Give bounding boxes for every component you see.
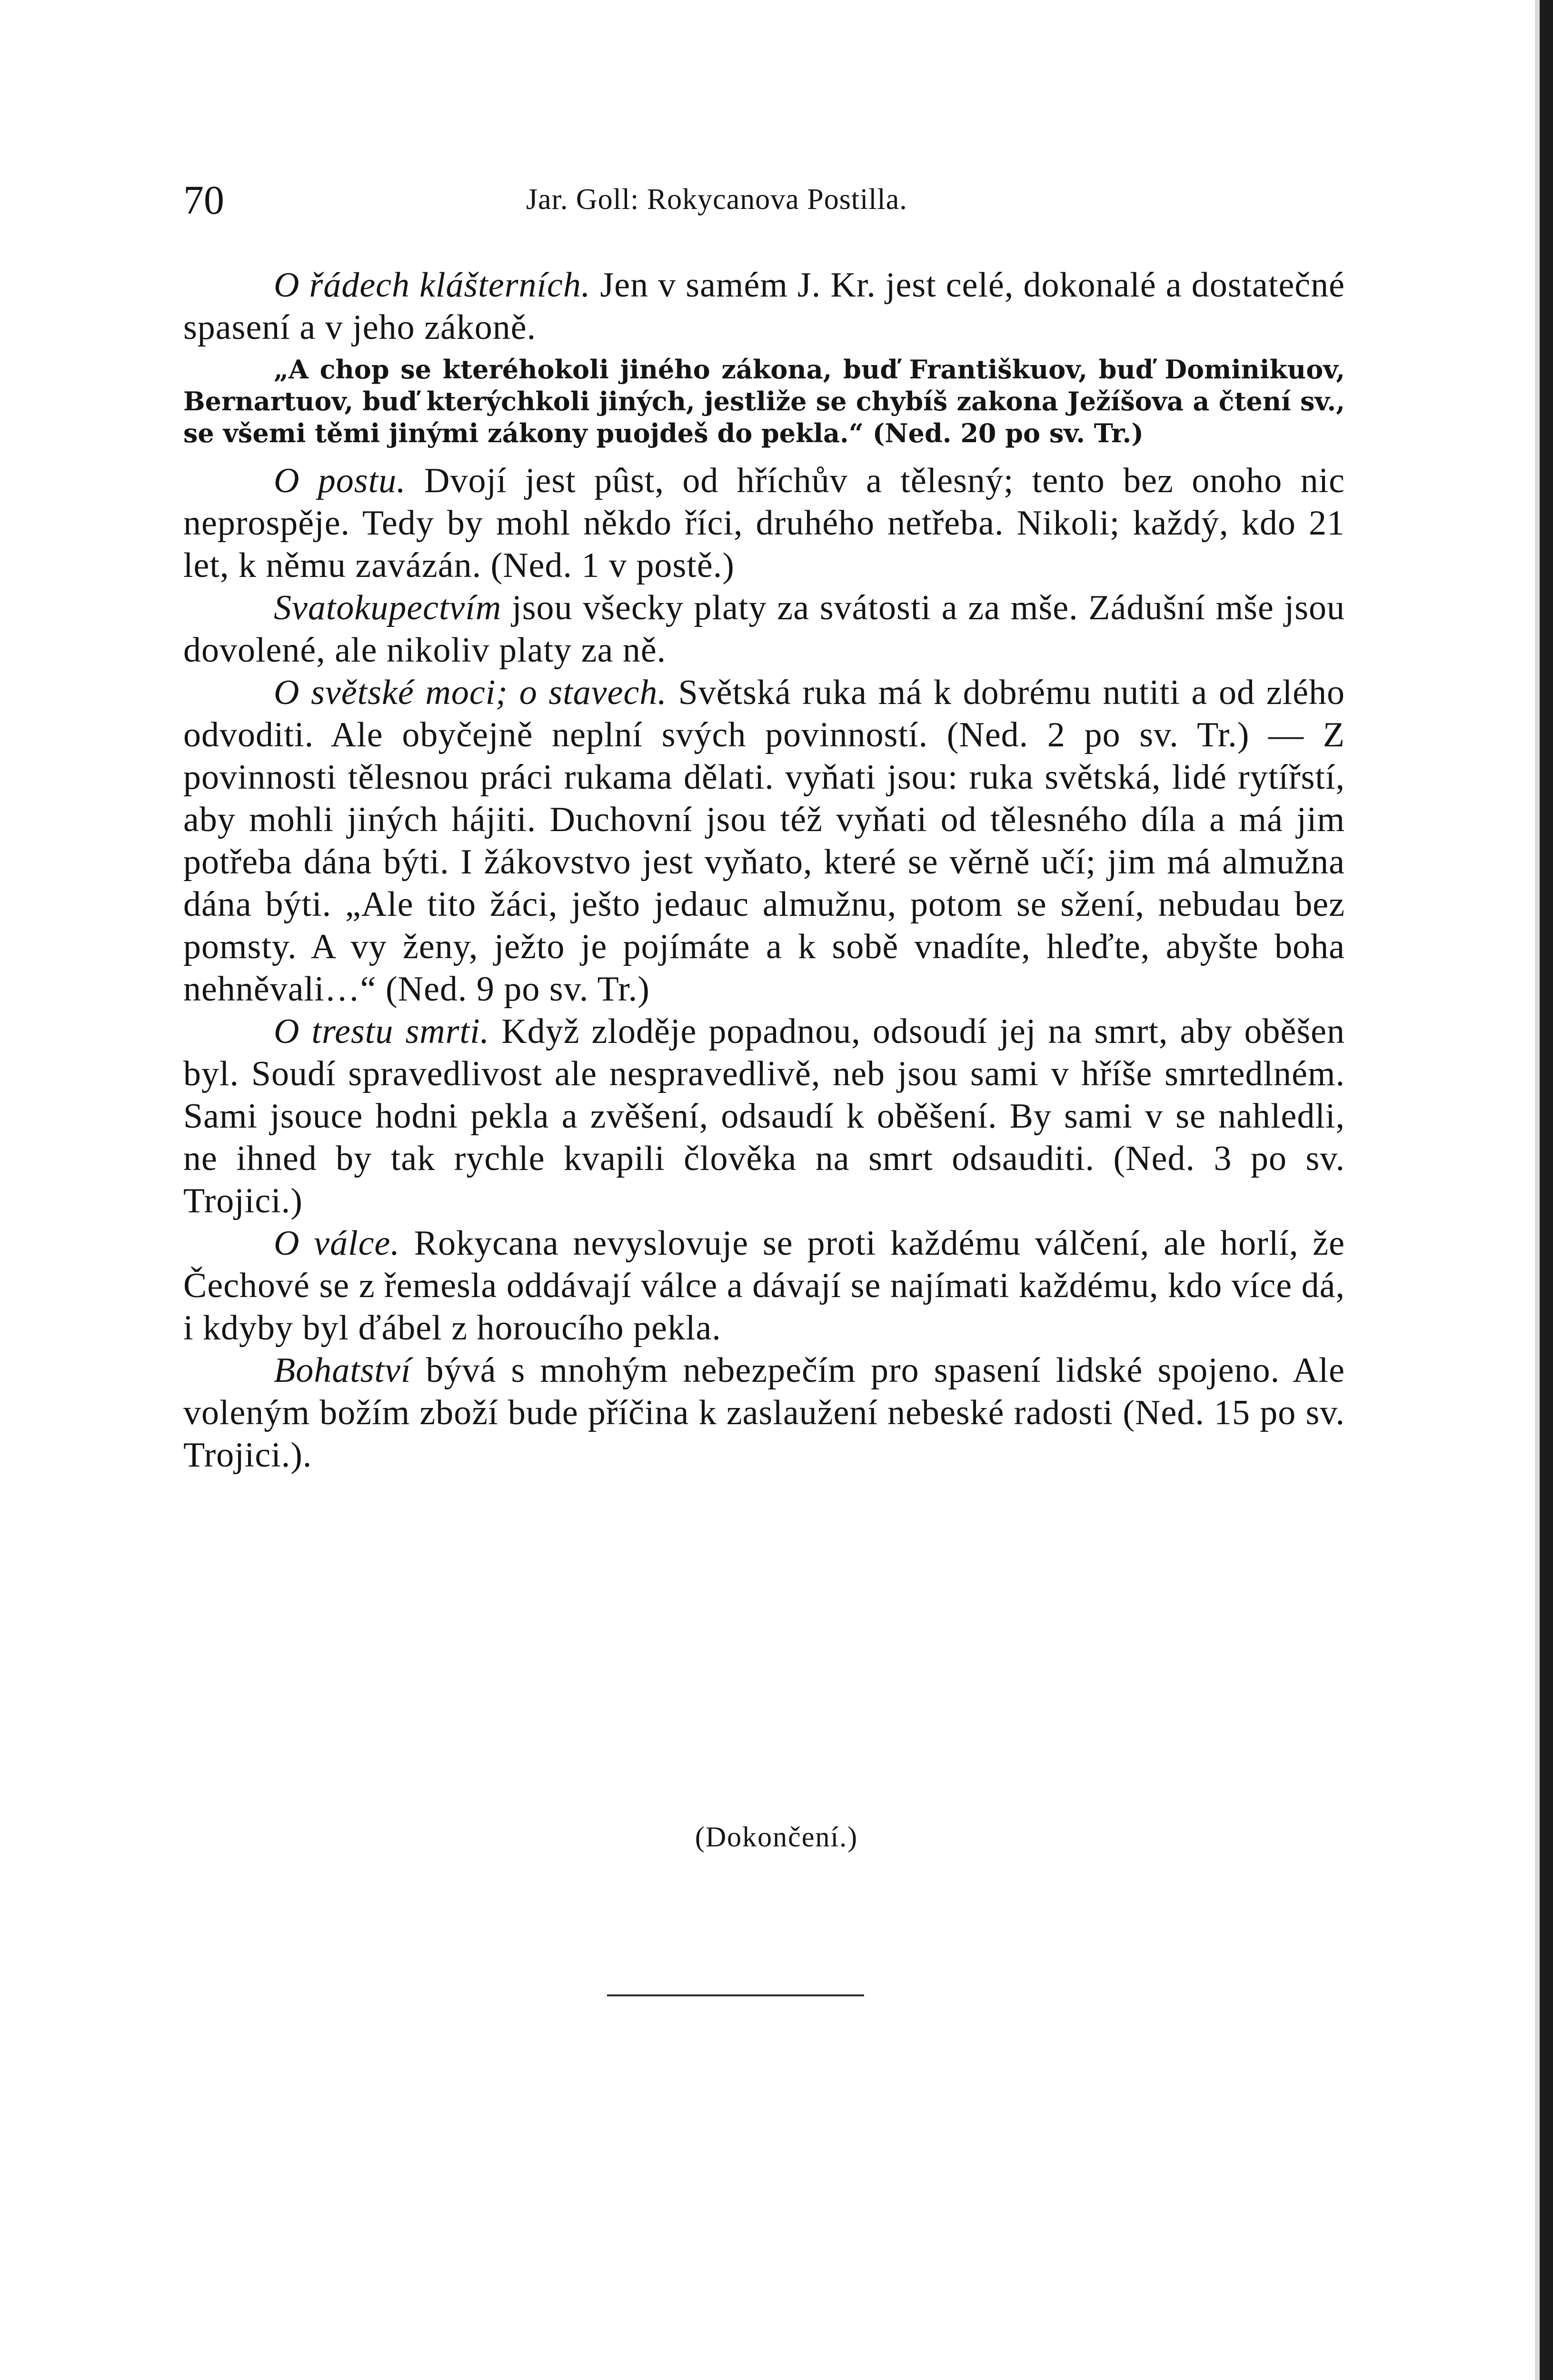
topic-heading: O řádech klášterních. [274,266,591,305]
paragraph-orders [183,264,1345,349]
topic-heading: Bohatství [274,1351,411,1390]
end-rule [607,1994,864,1996]
page-edge [1540,0,1553,2380]
page-number: 70 [183,177,224,223]
paragraph-text: Dvojí jest pûst, od hříchův a tělesný; tento bez onoho nic neprospěje. Tedy by mohl někdo říci, druhého netřeba. Nikoli; každý, kdo 21 let, k němu zavázán. (Ned. 1 v postě.) [183,461,1345,585]
paragraph-fasting [183,460,1345,587]
page-edge-shadow [1535,0,1540,2380]
paragraph-simony [183,587,1345,672]
paragraph-war [183,1222,1345,1349]
paragraph-text: Světská ruka má k dobrému nutiti a od zlého odvoditi. Ale obyčejně neplní svých povinností. (Ned. 2 po sv. Tr.) — Z povinnosti tělesnou práci rukama dělati. vyňati jsou: ruka světská, lidé rytířstí, aby mohli jiných hájiti. Duchovní jsou též vyňati od tělesného díla a má jim potřeba dána býti. I žákovstvo jest vyňato, které se věrně učí; jim má almužna dána býti. „Ale tito žáci, ješto jedauc almužnu, potom se sžení, nebudau bez pomsty. A vy ženy, ježto je pojímáte a k sobě vnadíte, hleďte, abyšte boha nehněvali…“ (Ned. 9 po sv. Tr.) [183,673,1345,1009]
body-text [183,264,1345,1477]
closing-note: (Dokončení.) [695,1821,858,1853]
paragraph-text: Když zloděje popadnou, odsoudí jej na smrt, aby oběšen byl. Soudí spravedlivost ale nespravedlivě, neb jsou sami v hříše smrtedlném. Sami jsouce hodni pekla a zvěšení, odsaudí k oběšení. By sami v se nahledli, ne ihned by tak rychle kvapili člověka na smrt odsauditi. (Ned. 3 po sv. Trojici.) [183,1012,1345,1220]
paragraph-text: jsou všecky platy za svátosti a za mše. Zádušní mše jsou dovolené, ale nikoliv platy za ně. [183,588,1345,670]
paragraph-text: Rokycana nevyslovuje se proti každému válčení, ale horlí, že Čechové se z řemesla oddávají válce a dávají se najímati každému, kdo více dá, i kdyby byl ďábel z horoucího pekla. [183,1224,1345,1348]
paragraph-death-penalty [183,1011,1345,1222]
block-quote: „A chop se kteréhokoli jiného zákona, buď Františkuov, buď Dominikuov, Bernartuov, buď kterýchkoli jiných, jestliže se chybíš zakona Ježíšova a čtení sv., se všemi těmi jinými zákony puojdeš do pekla.“ (Ned. 20 po sv. Tr.) [183,354,1345,448]
paragraph-text: bývá s mnohým nebezpečím pro spasení lidské spojeno. Ale voleným božím zboží bude příčina k zaslaužení nebeské radosti (Ned. 15 po sv. Trojici.). [183,1351,1345,1475]
topic-heading: O postu. [274,461,406,500]
paragraph-text: Jen v samém J. Kr. jest celé, dokonalé a dostatečné spasení a v jeho zákoně. [183,266,1345,347]
topic-heading: O válce. [274,1224,400,1263]
running-head [183,176,1340,228]
topic-heading: O světské moci; o stavech. [274,673,667,712]
running-title: Jar. Goll: Rokycanova Postilla. [526,183,907,216]
paragraph-secular-power [183,672,1345,1011]
paragraph-wealth [183,1349,1345,1477]
topic-heading: Svatokupectvím [274,588,502,627]
topic-heading: O trestu smrti. [274,1012,490,1051]
